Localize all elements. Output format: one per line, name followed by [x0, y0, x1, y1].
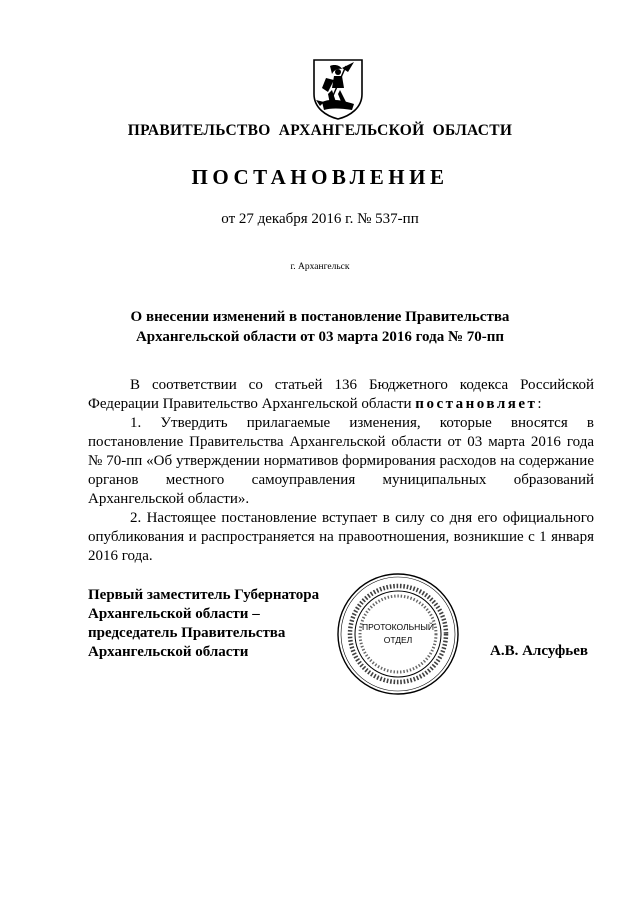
intro-text: В соответствии со статьей 136 Бюджетного кодекса Российской Федерации Правительство Архангельской области — [88, 377, 594, 412]
document-type: ПОСТАНОВЛЕНИЕ — [191, 165, 449, 189]
seal-center-line: ОТДЕЛ — [383, 635, 413, 645]
coat-of-arms-icon — [312, 58, 364, 120]
intro-keyword: постановляет — [415, 396, 538, 412]
intro-end: : — [537, 396, 542, 412]
signer-position-line: Первый заместитель Губернатора — [88, 587, 320, 603]
document-subject — [90, 307, 550, 347]
signer-position — [88, 586, 319, 662]
signer-position-line: Архангельской области – — [88, 606, 260, 622]
seal-center-line: ПРОТОКОЛЬНЫЙ — [362, 622, 434, 632]
document-body — [88, 376, 594, 566]
signer-name: А.В. Алсуфьев — [490, 643, 588, 659]
subject-line: Архангельской области от 03 марта 2016 года № 70-пп — [135, 329, 505, 345]
document-city: г. Архангельск — [290, 262, 350, 272]
item-paragraph: 2. Настоящее постановление вступает в силу со дня его официального опубликования и распространяется на правоотношения, возникшие с 1 января 2016 года. — [88, 510, 594, 564]
item-paragraph: 1. Утвердить прилагаемые изменения, которые вносятся в постановление Правительства Архангельской области от 03 марта 2016 года № 70-пп «Об утверждении нормативов формирования расходов на содержание органов местного самоуправления муниципальных образований Архангельской области». — [88, 415, 594, 507]
subject-line: О внесении изменений в постановление Правительства — [130, 309, 510, 325]
document-date-number: от 27 декабря 2016 г. № 537-пп — [221, 211, 419, 227]
government-title: ПРАВИТЕЛЬСТВО АРХАНГЕЛЬСКОЙ ОБЛАСТИ — [127, 122, 513, 139]
official-seal — [336, 572, 460, 696]
intro-paragraph — [88, 376, 594, 414]
signer-position-line: Архангельской области — [88, 644, 249, 660]
signer-position-line: председатель Правительства — [88, 625, 286, 641]
